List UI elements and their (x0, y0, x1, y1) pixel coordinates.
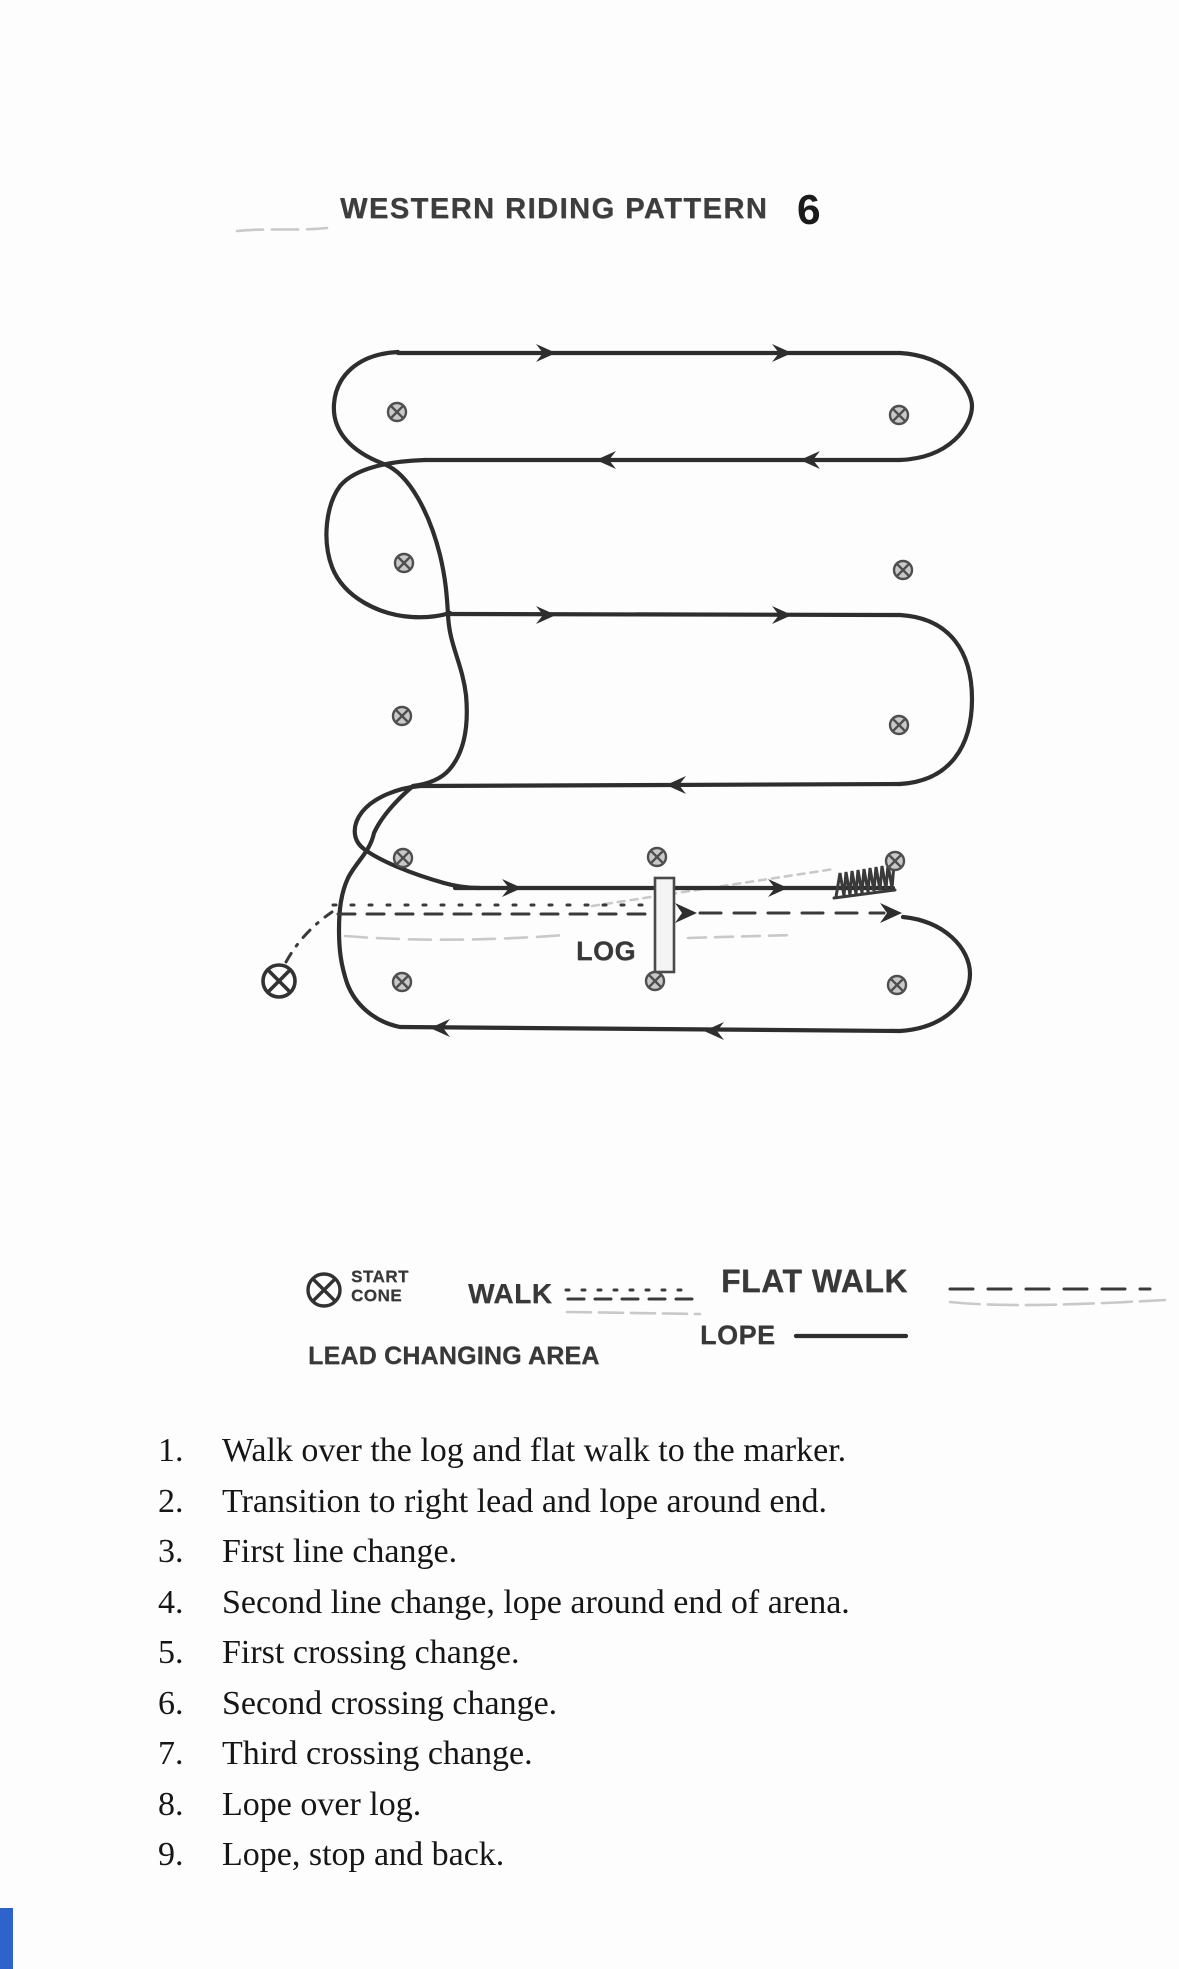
marker-cone (393, 973, 411, 991)
legend-start-cone-label: START CONE (351, 1267, 409, 1305)
pattern-instructions-list (158, 1432, 918, 1887)
marker-cone (894, 561, 912, 579)
legend-lope-label: LOPE (700, 1320, 776, 1350)
lope-path-lines (326, 352, 972, 1031)
marker-cone (395, 554, 413, 572)
legend-lead-changing-area-label: LEAD CHANGING AREA (308, 1342, 600, 1370)
instruction-item: 7. Third crossing change. (158, 1735, 533, 1772)
legend-walk-label: WALK (468, 1278, 553, 1309)
log-label: LOG (576, 936, 636, 966)
pattern-number: 6 (795, 185, 822, 234)
marker-cone (886, 852, 904, 870)
scan-edge-blue-bar (0, 1908, 13, 1969)
page-title: WESTERN RIDING PATTERN (340, 193, 769, 225)
legend-flat-walk-label: FLAT WALK (721, 1263, 908, 1299)
instruction-item: 4. Second line change, lope around end of arena. (158, 1583, 850, 1621)
marker-cone (394, 849, 412, 867)
log-obstacle (655, 878, 674, 972)
instruction-item: 8. Lope over log. (158, 1785, 422, 1823)
instruction-item: 2. Transition to right lead and lope around end. (158, 1482, 827, 1520)
instruction-item: 6. Second crossing change. (158, 1684, 558, 1722)
pencil-artifacts (237, 228, 1165, 1314)
instruction-item: 3. First line change. (158, 1533, 458, 1570)
instruction-item: 9. Lope, stop and back. (158, 1836, 505, 1873)
legend-walk-line-sample (566, 1290, 692, 1299)
marker-cone (890, 716, 908, 734)
marker-cone (890, 406, 908, 424)
marker-cone (646, 972, 664, 990)
start-cone-symbol (263, 965, 295, 997)
back-up-marks (834, 864, 895, 898)
instruction-item: 1. Walk over the log and flat walk to the marker. (158, 1432, 847, 1469)
marker-cone (388, 403, 406, 421)
marker-cone (888, 976, 906, 994)
marker-cone (393, 707, 411, 725)
instruction-item: 5. First crossing change. (158, 1634, 520, 1671)
legend-start-cone-icon (308, 1274, 340, 1306)
marker-cone (648, 848, 666, 866)
